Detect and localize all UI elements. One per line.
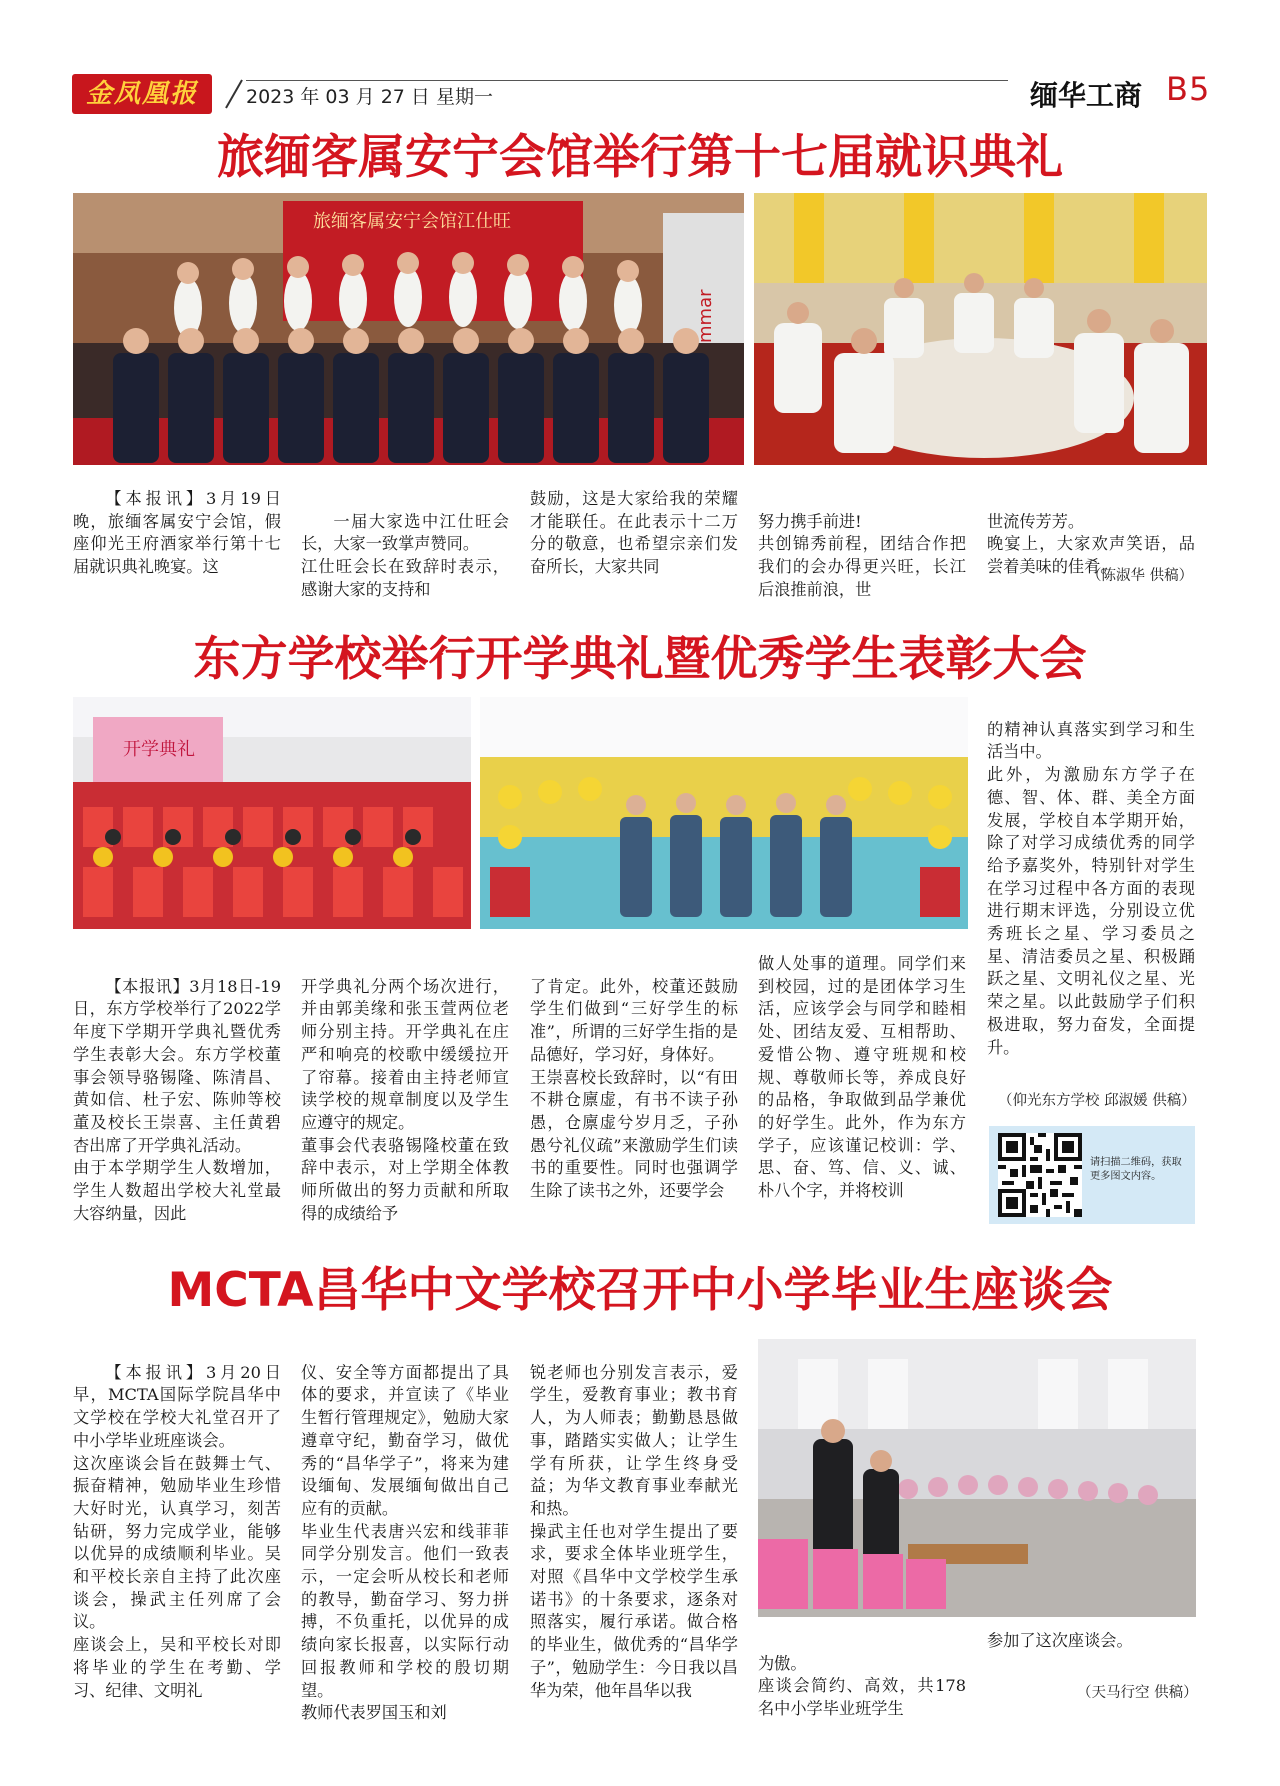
article1-col1-text: 【本报讯】3月19日晚，旅缅客属安宁会馆，假座仰光王府酒家举行第十七届就识典礼晚宴。这 [73,489,281,577]
article1-photo-side-text: mmar [695,289,716,343]
article1-credit: （陈淑华 供稿） [1087,568,1194,584]
article1-banquet-photo [754,193,1207,465]
article2-credit: （仰光东方学校 邱淑媛 供稿） [998,1093,1196,1109]
article2-headline: 东方学校举行开学典礼暨优秀学生表彰大会 [193,632,1087,687]
article2-col2 [301,953,509,1225]
article3-col2 [301,1339,509,1751]
article3-col1-text: 【本报讯】3月20日早，MCTA国际学院昌华中文学校在学校大礼堂召开了中小学毕业班座谈会。 这次座谈会旨在鼓舞士气、振奋精神，勉励毕业生珍惜大好时光，认真学习，刻苦钻研，努力完成学业，能够以优异的成绩顺利毕业。吴和平校长亲自主持了此次座谈会，操武主任列席了会议。 座谈会上，吴和平校长对即将毕业的学生在考勤、学习、纪律、文明礼 [73,1362,281,1700]
article2-col4-text: 做人处事的道理。同学们来到校园，过的是团体学习生活，应该学会与同学和睦相处、团结友爱、互相帮助、爱惜公物、遵守班规和校规、尊敬师长等，养成良好的品格，争取做到品学兼优的好学生。此外，作为东方学子，应该谨记校训：学、思、奋、笃、信、义、诚、朴八个字，并将校训 [758,954,966,1201]
qr-code[interactable] [998,1133,1082,1217]
article1-col5-text: 世流传芳芳。 晚宴上，大家欢声笑语，品尝着美味的佳肴。 [987,511,1195,577]
article3-col5 [987,1630,1195,1654]
article1-group-photo [73,193,744,465]
page-number: B5 [1166,70,1211,108]
article1-photo-banner: 旅缅客属安宁会馆江仕旺 [313,211,511,232]
article1-col4-text: 努力携手前进! 共创锦秀前程，团结合作把我们的会办得更兴旺，长江后浪推前浪，世 [758,511,966,599]
article2-photo-banner: 开学典礼 [123,739,195,760]
article3-headline: MCTA昌华中文学校召开中小学毕业生座谈会 [167,1263,1113,1318]
article3-credit: （天马行空 供稿） [1077,1685,1198,1701]
article3-meeting-photo [758,1339,1196,1617]
article3-col1 [73,1339,281,1751]
article2-col2-text: 开学典礼分两个场次进行，并由郭美缘和张玉萱两位老师分别主持。开学典礼在庄严和响亮的校歌中缓缓拉开了帘幕。接着由主持老师宣读学校的规章制度以及学生应遵守的规定。 董事会代表骆锡隆校董在致辞中表示，对上学期全体教师所做出的努力贡献和所取得的成绩给予 [301,976,509,1223]
article2-hall-photo [73,697,471,929]
article3-col4-text: 为傲。 座谈会简约、高效，共178名中小学毕业班学生 [758,1653,966,1719]
article1-col3 [530,488,738,580]
article3-col5-text: 参加了这次座谈会。 [987,1631,1133,1650]
masthead-slash-decoration [222,76,246,112]
article1-headline: 旅缅客属安宁会馆举行第十七届就识典礼 [217,130,1063,185]
article1-col2 [301,488,509,599]
article2-col1 [73,953,281,1225]
qr-code-caption: 请扫描二维码，获取更多图文内容。 [1090,1157,1182,1182]
article1-col3-text: 鼓励，这是大家给我的荣耀才能联任。在此表示十二万分的敬意，也希望宗亲们发奋所长，大家共同 [530,489,738,577]
article3-col2-text: 仪、安全等方面都提出了具体的要求，并宣读了《毕业生暂行管理规定》，勉励大家遵章守纪，勤奋学习，做优秀的“昌华学子”，将来为建设缅甸、发展缅甸做出自己应有的贡献。 毕业生代表唐兴宏和线菲菲同学分别发言。他们一致表示，一定会听从校长和老师的教导，勤奋学习、努力拼搏，不负重托，以优异的成绩向家长报喜，以实际行动回报教师和学校的殷切期望。 教师代表罗国玉和刘 [301,1362,509,1723]
article2-assembly-photo [480,697,968,929]
article2-col5-text: 的精神认真落实到学习和生活当中。 此外，为激励东方学子在德、智、体、群、美全方面发展，学校自本学期开始，除了对学习成绩优秀的同学给予嘉奖外，特别针对学生在学习过程中各方面的表现进行期末评选，分别设立优秀班长之星、学习委员之星、清洁委员之星、积极踊跃之星、文明礼仪之星、光荣之星。以此鼓励学子们积极进取，努力奋发，全面提升。 [987,719,1195,1057]
section-title: 缅华工商 [1030,79,1143,112]
issue-date: 2023 年 03 月 27 日 星期一 [246,86,493,108]
article2-col1-text: 【本报讯】3月18日-19日，东方学校举行了2022学年度下学期开学典礼暨优秀学生表彰大会。东方学校董事会领导骆锡隆、陈清昌、黄如信、杜子宏、陈帅等校董及校长王崇喜、主任黄碧杏出席了开学典礼活动。 由于本学期学生人数增加，学生人数超出学校大礼堂最大容纳量，因此 [73,976,281,1223]
article2-col5 [987,696,1195,1056]
masthead-rule [246,80,1008,81]
article1-col1 [73,488,281,580]
article3-col3-text: 锐老师也分别发言表示，爱学生，爱教育事业；教书育人，为人师表；勤勤恳恳做事，踏踏实实做人；让学生学有所获，让学生终身受益；为华文教育事业奉献光和热。 操武主任也对学生提出了要求，要求全体毕业班学生，对照《昌华中文学校学生承诺书》的十条要求，逐条对照落实，履行承诺。做合格的毕业生，做优秀的“昌华学子”，勉励学生：今日我以昌华为荣，他年昌华以我 [530,1362,738,1700]
article1-col4 [758,488,966,599]
article2-col3 [530,953,738,1225]
article1-col2-text: 一届大家选中江仕旺会长，大家一致掌声赞同。 江仕旺会长在致辞时表示，感谢大家的支持和 [301,511,509,599]
article2-col3-text: 了肯定。此外，校董还鼓励学生们做到“三好学生的标准”，所谓的三好学生指的是品德好，学习好，身体好。 王崇喜校长致辞时，以“有田不耕仓廪虚，有书不读子孙愚，仓廪虚兮岁月乏，子孙愚兮礼仪疏”来激励学生们读书的重要性。同时也强调学生除了读书之外，还要学会 [530,976,738,1201]
article3-col3 [530,1339,738,1751]
article2-col4 [758,953,966,1225]
newspaper-logo: 金凤凰报 [72,74,212,114]
article3-col4 [758,1630,966,1719]
